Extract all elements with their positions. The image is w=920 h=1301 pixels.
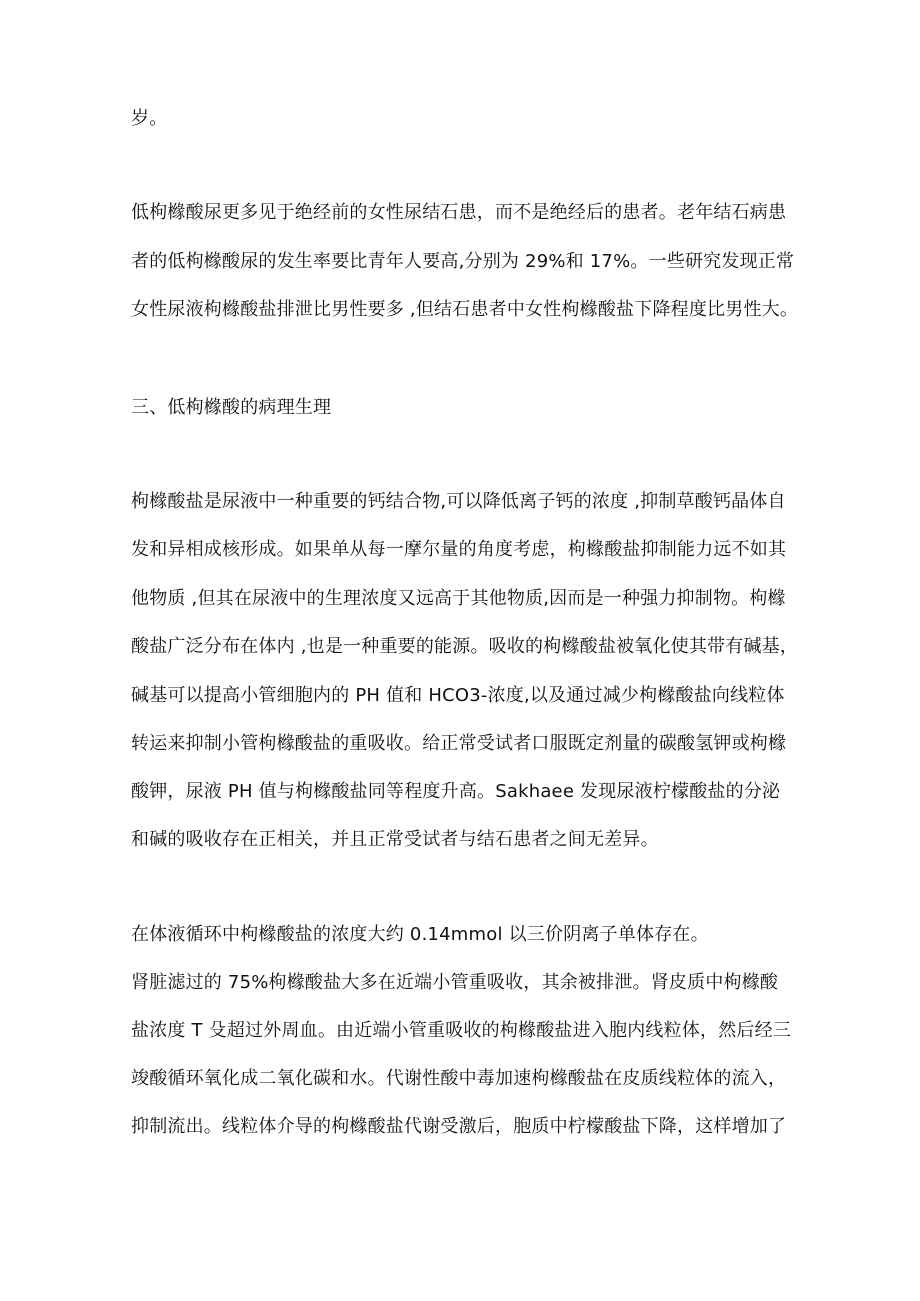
text-line: 盐浓度 T 殳超过外周血。由近端小管重吸收的枸橼酸盐进入胞内线粒体，然后经三: [131, 1020, 792, 1041]
text-line: 碱基可以提高小管细胞内的 PH 值和 HCO3-浓度,以及通过减少枸橼酸盐向线粒体: [131, 685, 785, 706]
text-line: 在体液循环中枸橼酸盐的浓度大约 0.14mmol 以三价阴离子单体存在。: [131, 924, 709, 945]
text-line: 他物质 ,但其在尿液中的生理浓度又远高于其他物质,因而是一种强力抑制物。枸橼: [131, 588, 786, 609]
text-line: 和碱的吸收存在正相关，并且正常受试者与结石患者之间无差异。: [131, 829, 659, 850]
text-line: 岁。: [131, 108, 168, 129]
text-line: 者的低枸橼酸尿的发生率要比青年人要高,分别为 29%和 17%。一些研究发现正常: [131, 251, 795, 272]
text-line: 枸橼酸盐是尿液中一种重要的钙结合物,可以降低离子钙的浓度 ,抑制草酸钙晶体自: [131, 491, 786, 512]
text-line: 低枸橼酸尿更多见于绝经前的女性尿结石患，而不是绝经后的患者。老年结石病患: [131, 202, 787, 223]
text-line: 发和异相成核形成。如果单从每一摩尔量的角度考虑，枸橼酸盐抑制能力远不如其: [131, 539, 787, 560]
text-line: 转运来抑制小管枸橼酸盐的重吸收。给正常受试者口服既定剂量的碳酸氢钾或枸橼: [131, 733, 787, 754]
text-line: 酸钾，尿液 PH 值与枸橼酸盐同等程度升高。Sakhaee 发现尿液柠檬酸盐的分泌: [131, 781, 781, 802]
text-line: 抑制流出。线粒体介导的枸橼酸盐代谢受激后，胞质中柠檬酸盐下降，这样增加了: [131, 1116, 787, 1137]
text-line: 酸盐广泛分布在体内 ,也是一种重要的能源。吸收的枸橼酸盐被氧化使其带有碱基，: [131, 636, 799, 657]
section-heading: 三、低枸橼酸的病理生理: [131, 397, 332, 418]
text-line: 竣酸循环氧化成二氧化碳和水。代谢性酸中毒加速枸橼酸盐在皮质线粒体的流入，: [131, 1068, 787, 1089]
text-line: 肾脏滤过的 75%枸橼酸盐大多在近端小管重吸收，其余被排泄。肾皮质中枸橼酸: [131, 972, 779, 993]
text-line: 女性尿液枸橼酸盐排泄比男性要多 ,但结石患者中女性枸橼酸盐下降程度比男性大。: [131, 299, 799, 320]
